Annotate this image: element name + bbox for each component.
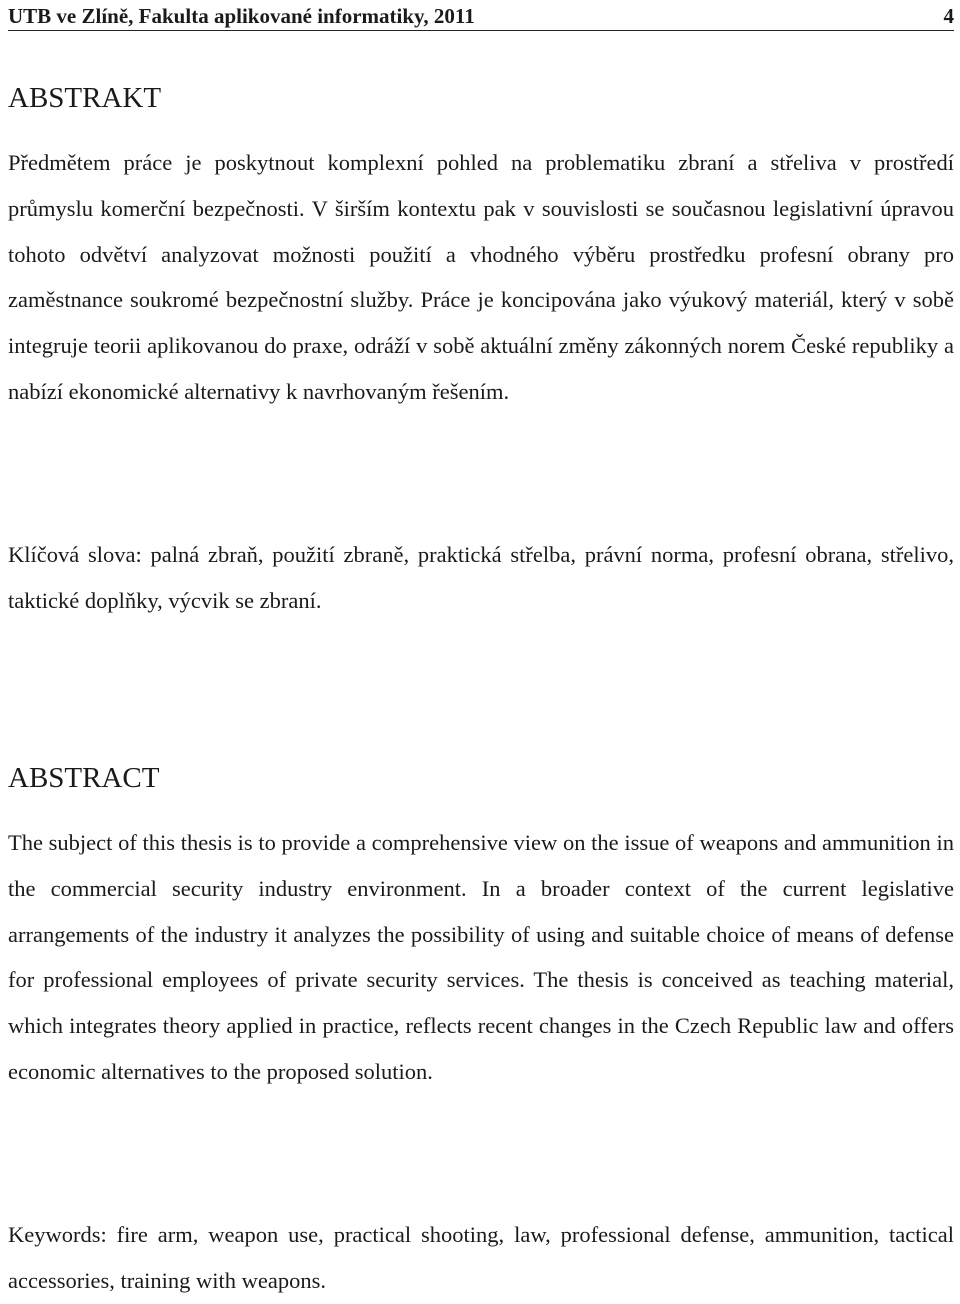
abstract-heading: ABSTRACT (8, 762, 160, 794)
header-title: UTB ve Zlíně, Fakulta aplikované informatiky, 2011 (8, 4, 475, 28)
abstract-paragraph: The subject of this thesis is to provide a comprehensive view on the issue of weapons and ammunition in the commercial security industry environment. In a broader context of the current legislative arrangements of the industry it analyzes the possibility of using and suitable choice of means of defense for professional employees of private security services. The thesis is conceived as teaching material, which integrates theory applied in practice, reflects recent changes in the Czech Republic law and offers economic alternatives to the proposed solution. (8, 830, 954, 1084)
abstrakt-heading: ABSTRAKT (8, 82, 162, 114)
page-number: 4 (943, 4, 954, 28)
abstrakt-paragraph: Předmětem práce je poskytnout komplexní pohled na problematiku zbraní a střeliva v prostředí průmyslu komerční bezpečnosti. V širším kontextu pak v souvislosti se současnou legislativní úpravou tohoto odvětví analyzovat možnosti použití a vhodného výběru prostředku profesní obrany pro zaměstnance soukromé bezpečnostní služby. Práce je koncipována jako výukový materiál, který v sobě integruje teorii aplikovanou do praxe, odráží v sobě aktuální změny zákonných norem České republiky a nabízí ekonomické alternativy k navrhovaným řešením. (8, 150, 954, 404)
abstract-keywords: Keywords: fire arm, weapon use, practical shooting, law, professional defense, ammunition, tactical accessories, training with weapons. (8, 1222, 954, 1293)
abstrakt-keywords: Klíčová slova: palná zbraň, použití zbraně, praktická střelba, právní norma, profesní obrana, střelivo, taktické doplňky, výcvik se zbraní. (8, 542, 954, 613)
page-header (8, 4, 954, 31)
